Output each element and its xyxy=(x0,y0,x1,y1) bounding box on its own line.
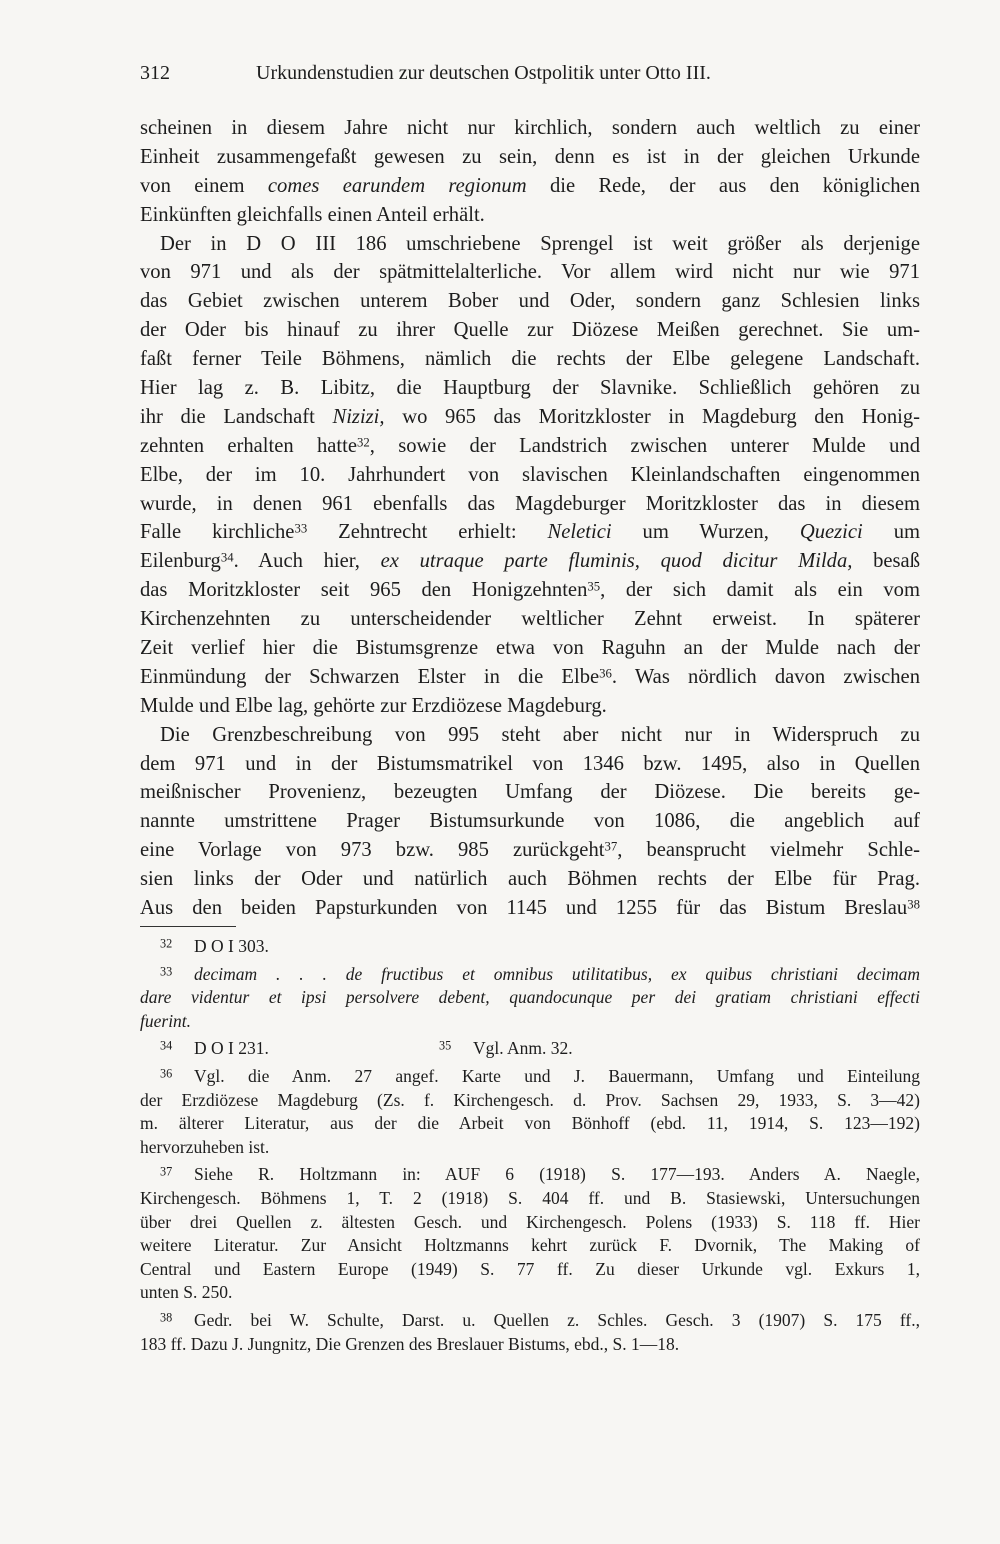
footnote-32: $^{32}$ D O I 303. xyxy=(160,936,269,956)
footnote-number: 38 xyxy=(160,1310,173,1325)
text-line: meißnischer Provenienz, bezeugten Umfang der Diözese. Die bereits ge- xyxy=(140,781,920,804)
text-line: Einheit zusammengefaßt gewesen zu sein, denn es ist in der gleichen Urkunde xyxy=(140,145,920,168)
text-line: Einmündung der Schwarzen Elster in die Elbe$^{36}$. Was nördlich davon zwischen xyxy=(140,665,920,688)
footnote-line: Kirchengesch. Böhmens 1, T. 2 (1918) S. 404 ff. und B. Stasiewski, Untersuchungen xyxy=(140,1187,920,1208)
footnote-line: Central und Eastern Europe (1949) S. 77 ff. Zu dieser Urkunde vgl. Exkurs 1, xyxy=(140,1258,920,1279)
footnote-33: $^{33}$ decimam . . . de fructibus et omnibus utilitatibus, ex quibus christiani decimam xyxy=(160,963,920,984)
latin-quote: ex utraque parte fluminis, quod dicitur Milda, xyxy=(380,550,853,573)
footnote-line: m. älterer Literatur, aus der die Arbeit von Bönhoff (ebd. 11, 1914, S. 123—192) xyxy=(140,1113,920,1134)
text-line: zehnten erhalten hatte$^{32}$, sowie der Landstrich zwischen unterer Mulde und xyxy=(140,434,921,457)
footnote-ref: 37 xyxy=(604,839,618,854)
footnote-38: $^{38}$ Gedr. bei W. Schulte, Darst. u. Quellen z. Schles. Gesch. 3 (1907) S. 175 ff., xyxy=(160,1309,920,1330)
text-line: scheinen in diesem Jahre nicht nur kirchlich, sondern auch weltlich zu einer xyxy=(140,117,920,139)
footnote-number: 32 xyxy=(160,936,173,951)
footnote-line: weitere Literatur. Zur Ansicht Holtzmanns kehrt zurück F. Dvornik, The Making of xyxy=(140,1235,920,1256)
footnote-number: 34 xyxy=(160,1039,173,1054)
footnote-34-35: $^{34}$ D O I 231. $^{35}$ Vgl. Anm. 32. xyxy=(160,1038,573,1059)
footnote-ref: 36 xyxy=(599,666,612,681)
footnote-number: 33 xyxy=(160,964,173,979)
running-title: Urkundenstudien zur deutschen Ostpolitik unter Otto III. xyxy=(256,62,711,84)
place-name: Nizizi, xyxy=(332,405,385,428)
footnote-line: fuerint. xyxy=(140,1010,192,1031)
footnotes xyxy=(140,935,920,1356)
text-line: Einkünften gleichfalls einen Anteil erhält. xyxy=(140,203,485,226)
footnote-ref: 33 xyxy=(294,521,308,536)
text-line: nannte umstrittene Prager Bistumsurkunde von 1086, die angeblich auf xyxy=(140,810,920,833)
footnote-line: 183 ff. Dazu J. Jungnitz, Die Grenzen des Breslauer Bistums, ebd., S. 1—18. xyxy=(140,1333,680,1354)
footnote-ref: 34 xyxy=(220,550,234,565)
text-line: von einem comes earundem regionum die Rede, der aus den königlichen xyxy=(140,174,920,197)
footnote-ref: 35 xyxy=(587,579,601,594)
place-name: Neletici xyxy=(547,521,612,544)
text-line: ihr die Landschaft Nizizi, wo 965 das Moritzkloster in Magdeburg den Honig- xyxy=(140,405,920,428)
text-line: eine Vorlage von 973 bzw. 985 zurückgeht$^{37}$, beansprucht vielmehr Schle- xyxy=(140,839,920,862)
latin-quote: comes earundem regionum xyxy=(267,174,527,197)
main-text xyxy=(140,114,920,923)
text-line: Hier lag z. B. Libitz, die Hauptburg der Slavnike. Schließlich gehören zu xyxy=(140,377,920,400)
text-line: Zeit verlief hier die Bistumsgrenze etwa von Raguhn an der Mulde nach der xyxy=(140,637,920,660)
text-line: faßt ferner Teile Böhmens, nämlich die rechts der Elbe gelegene Landschaft. xyxy=(140,348,920,371)
paragraph-start: Die Grenzbeschreibung von 995 steht aber nicht nur in Widerspruch zu xyxy=(160,723,920,746)
footnote-line: der Erzdiözese Magdeburg (Zs. f. Kirchengesch. d. Prov. Sachsen 29, 1933, S. 3—42) xyxy=(140,1089,920,1110)
text-line: der Oder bis hinauf zu ihrer Quelle zur Diözese Meißen gerechnet. Sie um- xyxy=(140,319,920,342)
text-line: Kirchenzehnten zu unterscheidender weltlicher Zehnt erweist. In späterer xyxy=(140,608,920,631)
place-name: Quezici xyxy=(799,521,863,544)
page-number: 312 xyxy=(140,62,170,84)
footnote-37: $^{37}$ Siehe R. Holtzmann in: AUF 6 (1918) S. 177—193. Anders A. Naegle, xyxy=(160,1164,920,1185)
footnote-line: dare videntur et ipsi persolvere debent, quandocunque per dei gratiam christiani effecti xyxy=(140,987,920,1008)
text-line: sien links der Oder und natürlich auch Böhmen rechts der Elbe für Prag. xyxy=(140,868,920,891)
text-line: das Gebiet zwischen unterem Bober und Oder, sondern ganz Schlesien links xyxy=(140,290,920,313)
text-line: Mulde und Elbe lag, gehörte zur Erzdiözese Magdeburg. xyxy=(140,694,607,717)
text-line: Falle kirchliche$^{33}$ Zehntrecht erhielt: Neletici um Wurzen, Quezici um xyxy=(140,521,921,544)
footnote-ref: 32 xyxy=(356,435,370,450)
text-line: dem 971 und in der Bistumsmatrikel von 1346 bzw. 1495, also in Quellen xyxy=(140,752,920,775)
footnote-line: über drei Quellen z. ältesten Gesch. und Kirchengesch. Polens (1933) S. 118 ff. Hier xyxy=(140,1211,920,1232)
footnote-divider xyxy=(140,926,236,927)
running-header xyxy=(140,58,920,88)
footnote-36: $^{36}$ Vgl. die Anm. 27 angef. Karte und J. Bauermann, Umfang und Einteilung xyxy=(160,1065,920,1086)
text-line: wurde, in denen 961 ebenfalls das Magdeburger Moritzkloster das in diesem xyxy=(140,492,920,515)
paragraph-start: Der in D O III 186 umschriebene Sprengel ist weit größer als derjenige xyxy=(160,232,920,255)
text-line: von 971 und als der spätmittelalterliche. Vor allem wird nicht nur wie 971 xyxy=(140,261,920,284)
footnote-line: hervorzuheben ist. xyxy=(140,1136,270,1157)
text-line: das Moritzkloster seit 965 den Honigzehnten$^{35}$, der sich damit als ein vom xyxy=(140,579,920,602)
text-line: Eilenburg$^{34}$. Auch hier, ex utraque parte fluminis, quod dicitur Milda, besaß xyxy=(140,550,920,573)
footnote-number: 36 xyxy=(160,1066,173,1081)
footnote-number: 35 xyxy=(439,1039,452,1054)
footnote-number: 37 xyxy=(160,1165,173,1180)
footnote-ref: 38 xyxy=(907,897,920,912)
footnote-line: unten S. 250. xyxy=(140,1282,233,1303)
text-line: Elbe, der im 10. Jahrhundert von slavischen Kleinlandschaften eingenommen xyxy=(140,463,920,486)
text-line: Aus den beiden Papsturkunden von 1145 und 1255 für das Bistum Breslau$^{38}$ xyxy=(140,897,920,920)
